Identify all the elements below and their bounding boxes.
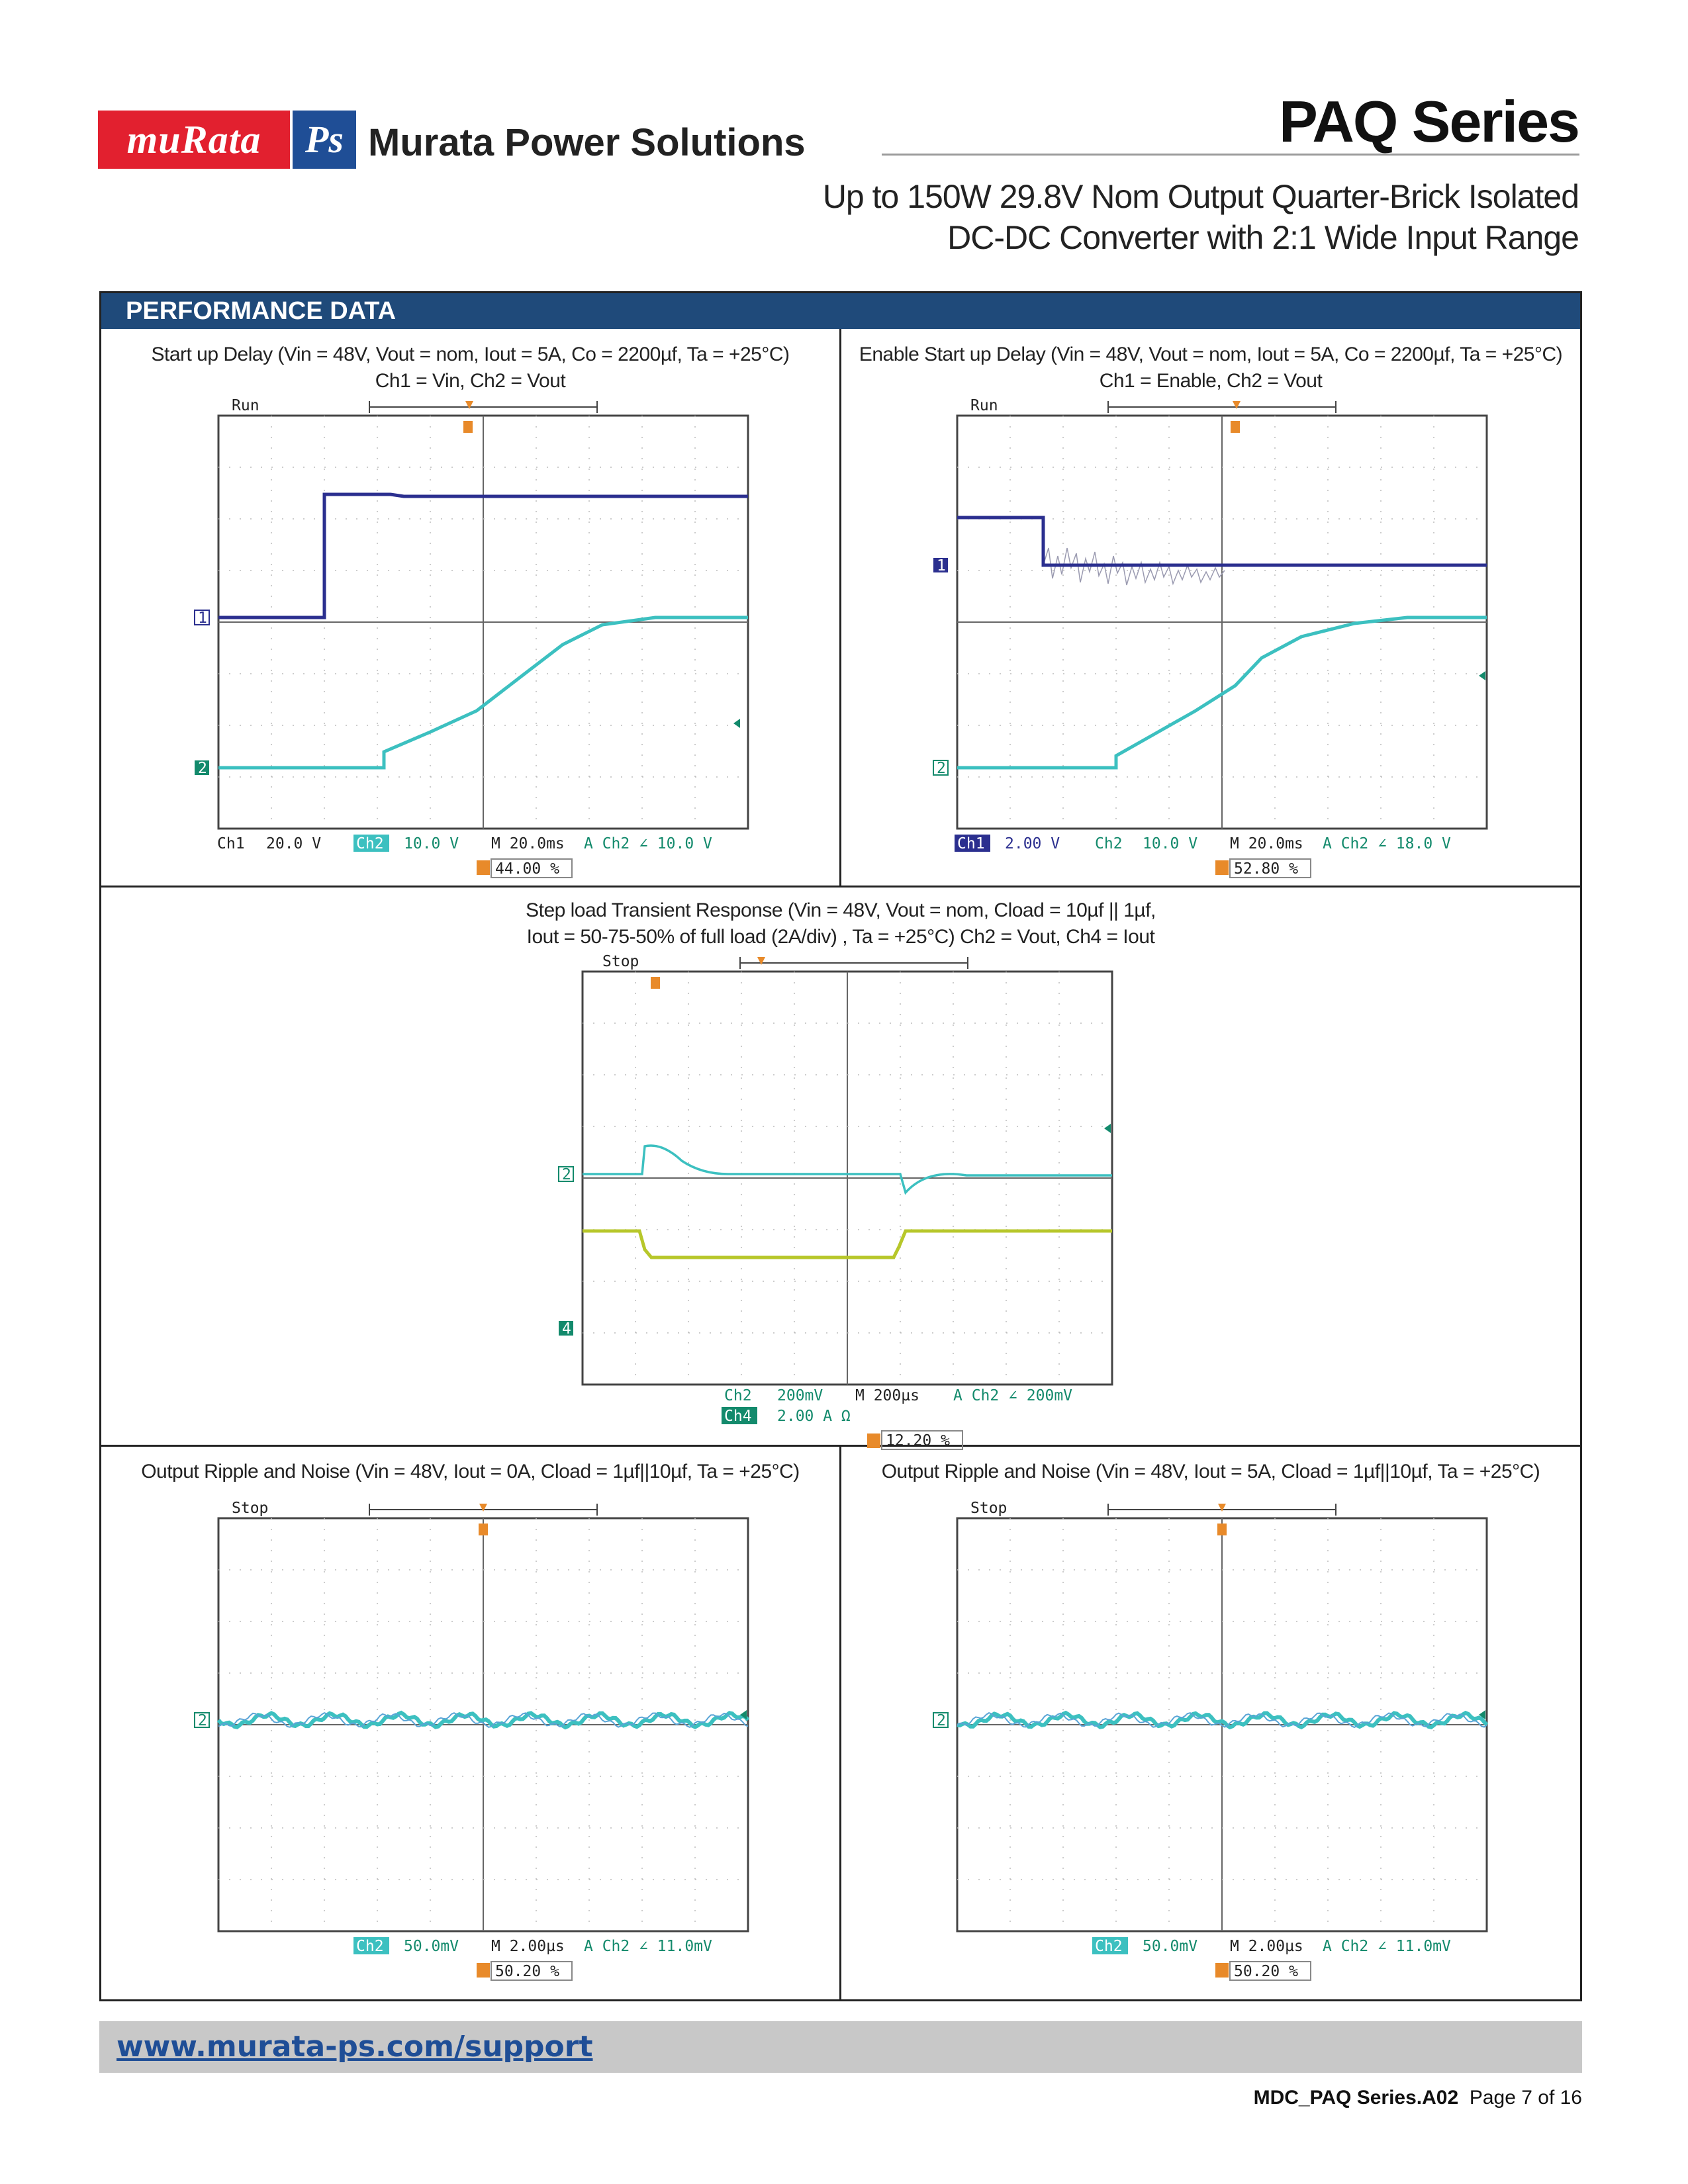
- timebase: M 20.0ms: [491, 835, 565, 852]
- ch2-label: Ch2: [1095, 1938, 1123, 1955]
- trigger-pos-icon: [1215, 1963, 1229, 1978]
- plot3-caption-line2: Iout = 50-75-50% of full load (2A/div) , Ta = +25°C) Ch2 = Vout, Ch4 = Iout: [526, 926, 1155, 948]
- trigger-pos: 52.80 %: [1234, 860, 1298, 878]
- scope-status: Stop: [970, 1500, 1008, 1517]
- ch2-scale: 10.0 V: [404, 835, 459, 852]
- plot1-caption-line2: Ch1 = Vin, Ch2 = Vout: [375, 370, 566, 392]
- trigger-position-icon: [1233, 401, 1241, 409]
- trigger-icon: [651, 977, 660, 989]
- ch2-label: Ch2: [356, 1938, 384, 1955]
- timebase: M 20.0ms: [1230, 835, 1303, 852]
- scope-status: Run: [970, 397, 998, 414]
- footer-doc-info: [1254, 2085, 1582, 2111]
- trigger-setting: A Ch2 ∠ 18.0 V: [1323, 835, 1451, 852]
- plot5-caption: Output Ripple and Noise (Vin = 48V, Iout = 5A, Cload = 1µf||10µf, Ta = +25°C): [881, 1461, 1540, 1482]
- ch2-scale: 10.0 V: [1143, 835, 1198, 852]
- trigger-position-icon: [465, 401, 473, 409]
- scope-status: Stop: [602, 953, 639, 970]
- trigger-pos-icon: [1215, 860, 1229, 875]
- product-subtitle-line2: DC-DC Converter with 2:1 Wide Input Range: [947, 219, 1579, 256]
- series-title: PAQ Series: [1279, 89, 1579, 154]
- brand-name: Murata Power Solutions: [368, 121, 806, 164]
- plot1-caption-line1: Start up Delay (Vin = 48V, Vout = nom, Iout = 5A, Co = 2200µf, Ta = +25°C): [151, 343, 790, 365]
- document-id: MDC_PAQ Series.A02: [1253, 2087, 1459, 2109]
- plot2-caption-line2: Ch1 = Enable, Ch2 = Vout: [1099, 370, 1323, 392]
- support-link[interactable]: www.murata-ps.com/support: [117, 2030, 593, 2064]
- section-heading: PERFORMANCE DATA: [126, 297, 397, 325]
- trigger-icon: [463, 421, 473, 433]
- trigger-pos-icon: [477, 860, 490, 875]
- ch2-marker: 2: [198, 760, 207, 777]
- column-divider-bottom: [839, 1446, 841, 1999]
- trigger-icon: [1217, 1524, 1227, 1535]
- ch1-marker: 1: [937, 557, 946, 574]
- ch2-label: Ch2: [724, 1387, 752, 1404]
- ch2-scale: 50.0mV: [404, 1938, 459, 1955]
- trigger-position-icon: [757, 957, 765, 965]
- ch1-label: Ch1: [217, 835, 245, 852]
- trigger-position-icon: [479, 1504, 487, 1512]
- trigger-setting: A Ch2 ∠ 11.0mV: [584, 1938, 712, 1955]
- trigger-setting: A Ch2 ∠ 200mV: [953, 1387, 1073, 1404]
- product-subtitle-line1: Up to 150W 29.8V Nom Output Quarter-Brick Isolated: [822, 178, 1579, 215]
- murata-logo: muRata: [98, 111, 290, 169]
- trigger-pos: 44.00 %: [495, 860, 559, 878]
- record-length-bracket: [1108, 401, 1336, 413]
- column-divider-top: [839, 329, 841, 887]
- trigger-setting: A Ch2 ∠ 10.0 V: [584, 835, 712, 852]
- ch2-marker: 2: [562, 1166, 571, 1183]
- ch1-label: Ch1: [957, 835, 985, 852]
- scope-status: Stop: [232, 1500, 269, 1517]
- trigger-position-icon: [1218, 1504, 1226, 1512]
- ps-logo: Ps: [293, 111, 356, 169]
- trigger-pos-icon: [867, 1433, 880, 1448]
- timebase: M 2.00µs: [1230, 1938, 1303, 1955]
- trigger-pos: 50.20 %: [495, 1963, 559, 1980]
- ch4-scale: 2.00 A Ω: [777, 1408, 851, 1425]
- ch2-label: Ch2: [1095, 835, 1123, 852]
- page-number: Page 7 of 16: [1469, 2087, 1582, 2109]
- trigger-pos: 50.20 %: [1234, 1963, 1298, 1980]
- ch4-marker: 4: [562, 1320, 571, 1338]
- row-divider-1: [101, 886, 1580, 887]
- scope-status: Run: [232, 397, 259, 414]
- trigger-pos-icon: [477, 1963, 490, 1978]
- timebase: M 2.00µs: [491, 1938, 565, 1955]
- record-length-bracket: [369, 401, 597, 413]
- trigger-setting: A Ch2 ∠ 11.0mV: [1323, 1938, 1451, 1955]
- plot4-caption: Output Ripple and Noise (Vin = 48V, Iout = 0A, Cload = 1µf||10µf, Ta = +25°C): [141, 1461, 800, 1482]
- trigger-icon: [1231, 421, 1240, 433]
- plot2-caption-line1: Enable Start up Delay (Vin = 48V, Vout = nom, Iout = 5A, Co = 2200µf, Ta = +25°C): [859, 343, 1563, 365]
- record-length-bracket: [740, 957, 968, 969]
- ch2-scale: 50.0mV: [1143, 1938, 1198, 1955]
- ch2-label: Ch2: [356, 835, 384, 852]
- ch1-marker: 1: [198, 610, 207, 627]
- ch1-scale: 20.0 V: [266, 835, 322, 852]
- ch4-label: Ch4: [724, 1408, 752, 1425]
- ch1-scale: 2.00 V: [1005, 835, 1060, 852]
- ch2-scale: 200mV: [777, 1387, 823, 1404]
- ch2-marker: 2: [937, 760, 946, 777]
- ch2-marker: 2: [198, 1712, 207, 1729]
- timebase: M 200µs: [855, 1387, 919, 1404]
- trigger-icon: [479, 1524, 488, 1535]
- plot3-caption-line1: Step load Transient Response (Vin = 48V, Vout = nom, Cload = 10µf || 1µf,: [526, 899, 1156, 921]
- trigger-pos: 12.20 %: [886, 1432, 950, 1449]
- ch2-marker: 2: [937, 1712, 946, 1729]
